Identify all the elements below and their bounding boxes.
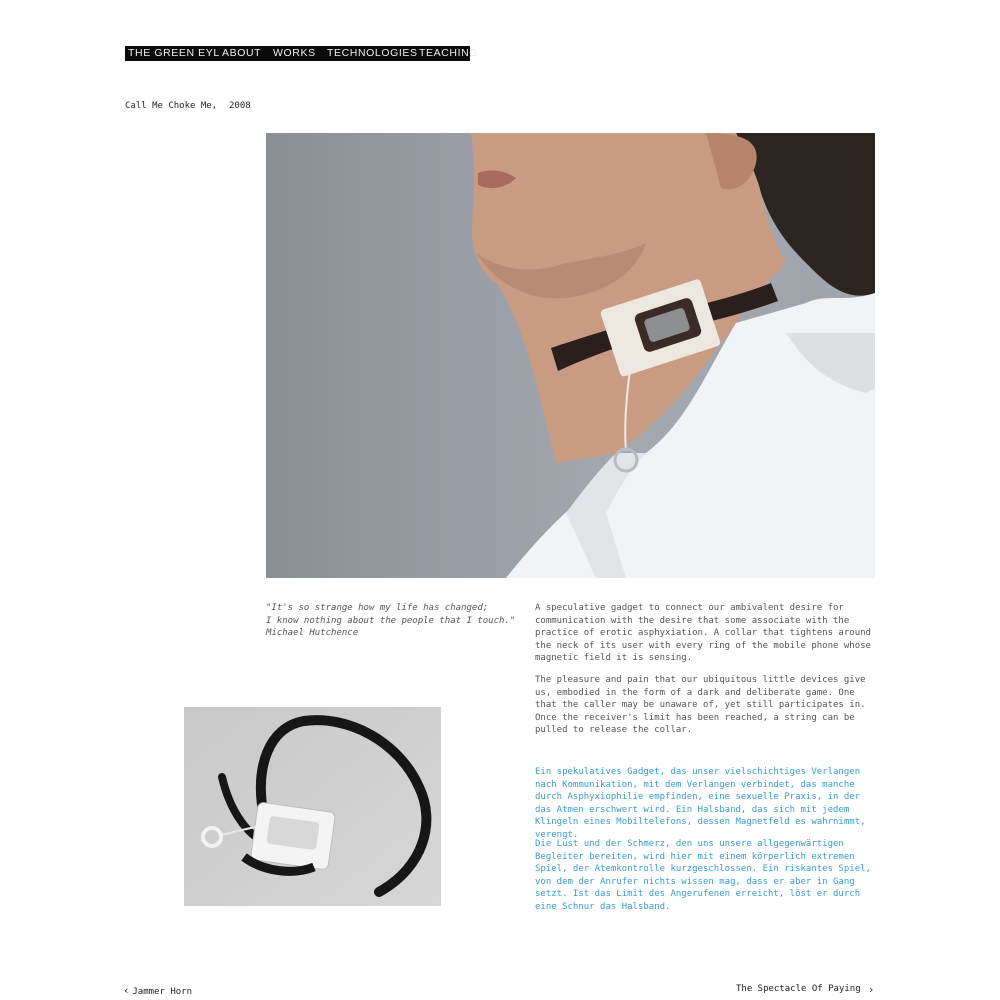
description-de-paragraph: Ein spekulatives Gadget, das unser vielschichtiges Verlangen nach Kommunikation, mit dem Verlangen verbindet, das manche durch Asphyxiophilie empfinden, eine sexuelle Praxis, in der das Atmen erschwert wird. Ein Halsband, das sich mit jedem Klingeln eines Mobiltelefons, dessen Magnetfeld es wahrnimmt, verengt.	[535, 767, 866, 840]
nav-link-technologies[interactable]: TECHNOLOGIES	[327, 47, 418, 59]
description-en-1	[535, 602, 875, 665]
prev-project-label: Jammer Horn	[132, 987, 193, 997]
chevron-left-icon: ‹	[124, 984, 129, 997]
nav-link-about[interactable]: ABOUT	[222, 47, 262, 59]
main-nav	[125, 46, 479, 61]
chevron-right-icon[interactable]: ›	[869, 983, 874, 996]
hero-photo-illustration	[266, 133, 875, 578]
description-en-2	[535, 674, 875, 737]
project-year: 2008	[229, 101, 251, 111]
product-photo	[184, 707, 441, 906]
description-de-2	[535, 838, 875, 913]
description-en-paragraph: A speculative gadget to connect our ambivalent desire for communication with the desire that some associate with the practice of erotic asphyxiation. A collar that tightens around the neck of its user with every ring of the mobile phone whose magnetic field it is sensing.	[535, 603, 871, 663]
quote-author: Michael Hutchence	[266, 628, 359, 638]
quote-line-1: "It's so strange how my life has changed;	[266, 603, 489, 613]
nav-link-teaching[interactable]: TEACHING	[419, 47, 479, 59]
product-photo-illustration	[184, 707, 441, 906]
next-project-label: The Spectacle Of Paying	[736, 984, 861, 994]
next-project-link[interactable]	[736, 984, 861, 994]
nav-link-home[interactable]: THE GREEN EYL	[128, 47, 220, 59]
quote-line-2: I know nothing about the people that I touch."	[266, 615, 516, 626]
project-title-text: Call Me Choke Me,	[125, 101, 218, 111]
epigraph-quote	[266, 602, 516, 640]
project-title	[125, 101, 251, 111]
description-en-paragraph: The pleasure and pain that our ubiquitous little devices give us, embodied in the form of a dark and deliberate game. One that the caller may be unaware of, yet still participates in. Once the receiver's limit has been reached, a string can be pulled to release the collar.	[535, 675, 866, 735]
description-de-paragraph: Die Lust und der Schmerz, den uns unsere allgegenwärtigen Begleiter bereiten, wird hier mit einem körperlich extremen Spiel, der Atemkontrolle kurzgeschlossen. Ein riskantes Spiel, von dem der Anrufer nichts wissen mag, dass er aber in Gang setzt. Ist das Limit des Angerufenen erreicht, löst er durch eine Schnur das Halsband.	[535, 839, 871, 912]
nav-link-works[interactable]: WORKS	[273, 47, 316, 59]
hero-photo	[266, 133, 875, 578]
prev-project-link[interactable]	[124, 984, 192, 997]
description-de-1	[535, 766, 875, 841]
